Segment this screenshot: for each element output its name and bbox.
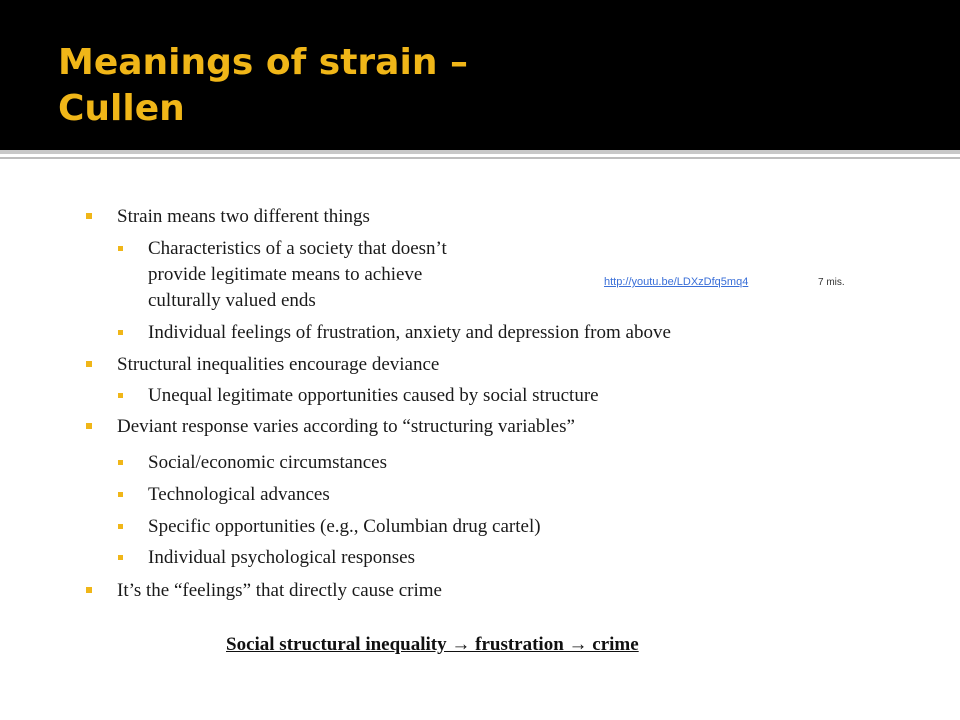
sub-bullet-item <box>148 383 599 409</box>
sub-bullet-item <box>148 320 671 346</box>
bullet-text-line: provide legitimate means to achieve <box>148 264 423 285</box>
bullet-text: Unequal legitimate opportunities caused by social structure <box>148 385 599 406</box>
summary-formula: Social structural inequality → frustration → crime <box>226 634 639 655</box>
bullet-text-line: Characteristics of a society that doesn’t <box>148 238 447 259</box>
bullet-item <box>117 352 439 378</box>
sub-bullet-item <box>148 482 330 508</box>
bullet-square-icon <box>118 524 123 529</box>
bullet-text: Deviant response varies according to “structuring variables” <box>117 416 575 437</box>
bullet-item <box>117 578 442 604</box>
bullet-square-icon <box>86 213 92 219</box>
video-duration: 7 mis. <box>818 277 845 288</box>
bullet-text: Individual feelings of frustration, anxiety and depression from above <box>148 322 671 343</box>
bullet-text: It’s the “feelings” that directly cause crime <box>117 580 442 601</box>
bullet-text: Technological advances <box>148 484 330 505</box>
bullet-text: Structural inequalities encourage deviance <box>117 354 440 375</box>
bullet-square-icon <box>118 246 123 251</box>
bullet-text: Individual psychological responses <box>148 547 416 568</box>
bullet-item <box>117 414 575 440</box>
bullet-square-icon <box>118 555 123 560</box>
bullet-square-icon <box>118 492 123 497</box>
bullet-text: Specific opportunities (e.g., Columbian drug cartel) <box>148 516 541 537</box>
bullet-square-icon <box>118 393 123 398</box>
bullet-square-icon <box>86 587 92 593</box>
sub-bullet-item <box>148 236 447 314</box>
bullet-square-icon <box>86 361 92 367</box>
bullet-item <box>117 204 370 230</box>
bullet-square-icon <box>118 460 123 465</box>
bullet-square-icon <box>86 423 92 429</box>
slide-title-line-1: Meanings of strain – <box>58 42 468 83</box>
video-link[interactable]: http://youtu.be/LDXzDfq5mq4 <box>604 276 749 288</box>
bullet-text-line: culturally valued ends <box>148 290 316 311</box>
sub-bullet-item <box>148 450 387 476</box>
bullet-text: Social/economic circumstances <box>148 452 387 473</box>
sub-bullet-item <box>148 545 415 571</box>
bullet-text: Strain means two different things <box>117 206 370 227</box>
bullet-square-icon <box>118 330 123 335</box>
sub-bullet-item <box>148 514 541 540</box>
slide-title-line-2: Cullen <box>58 88 185 129</box>
